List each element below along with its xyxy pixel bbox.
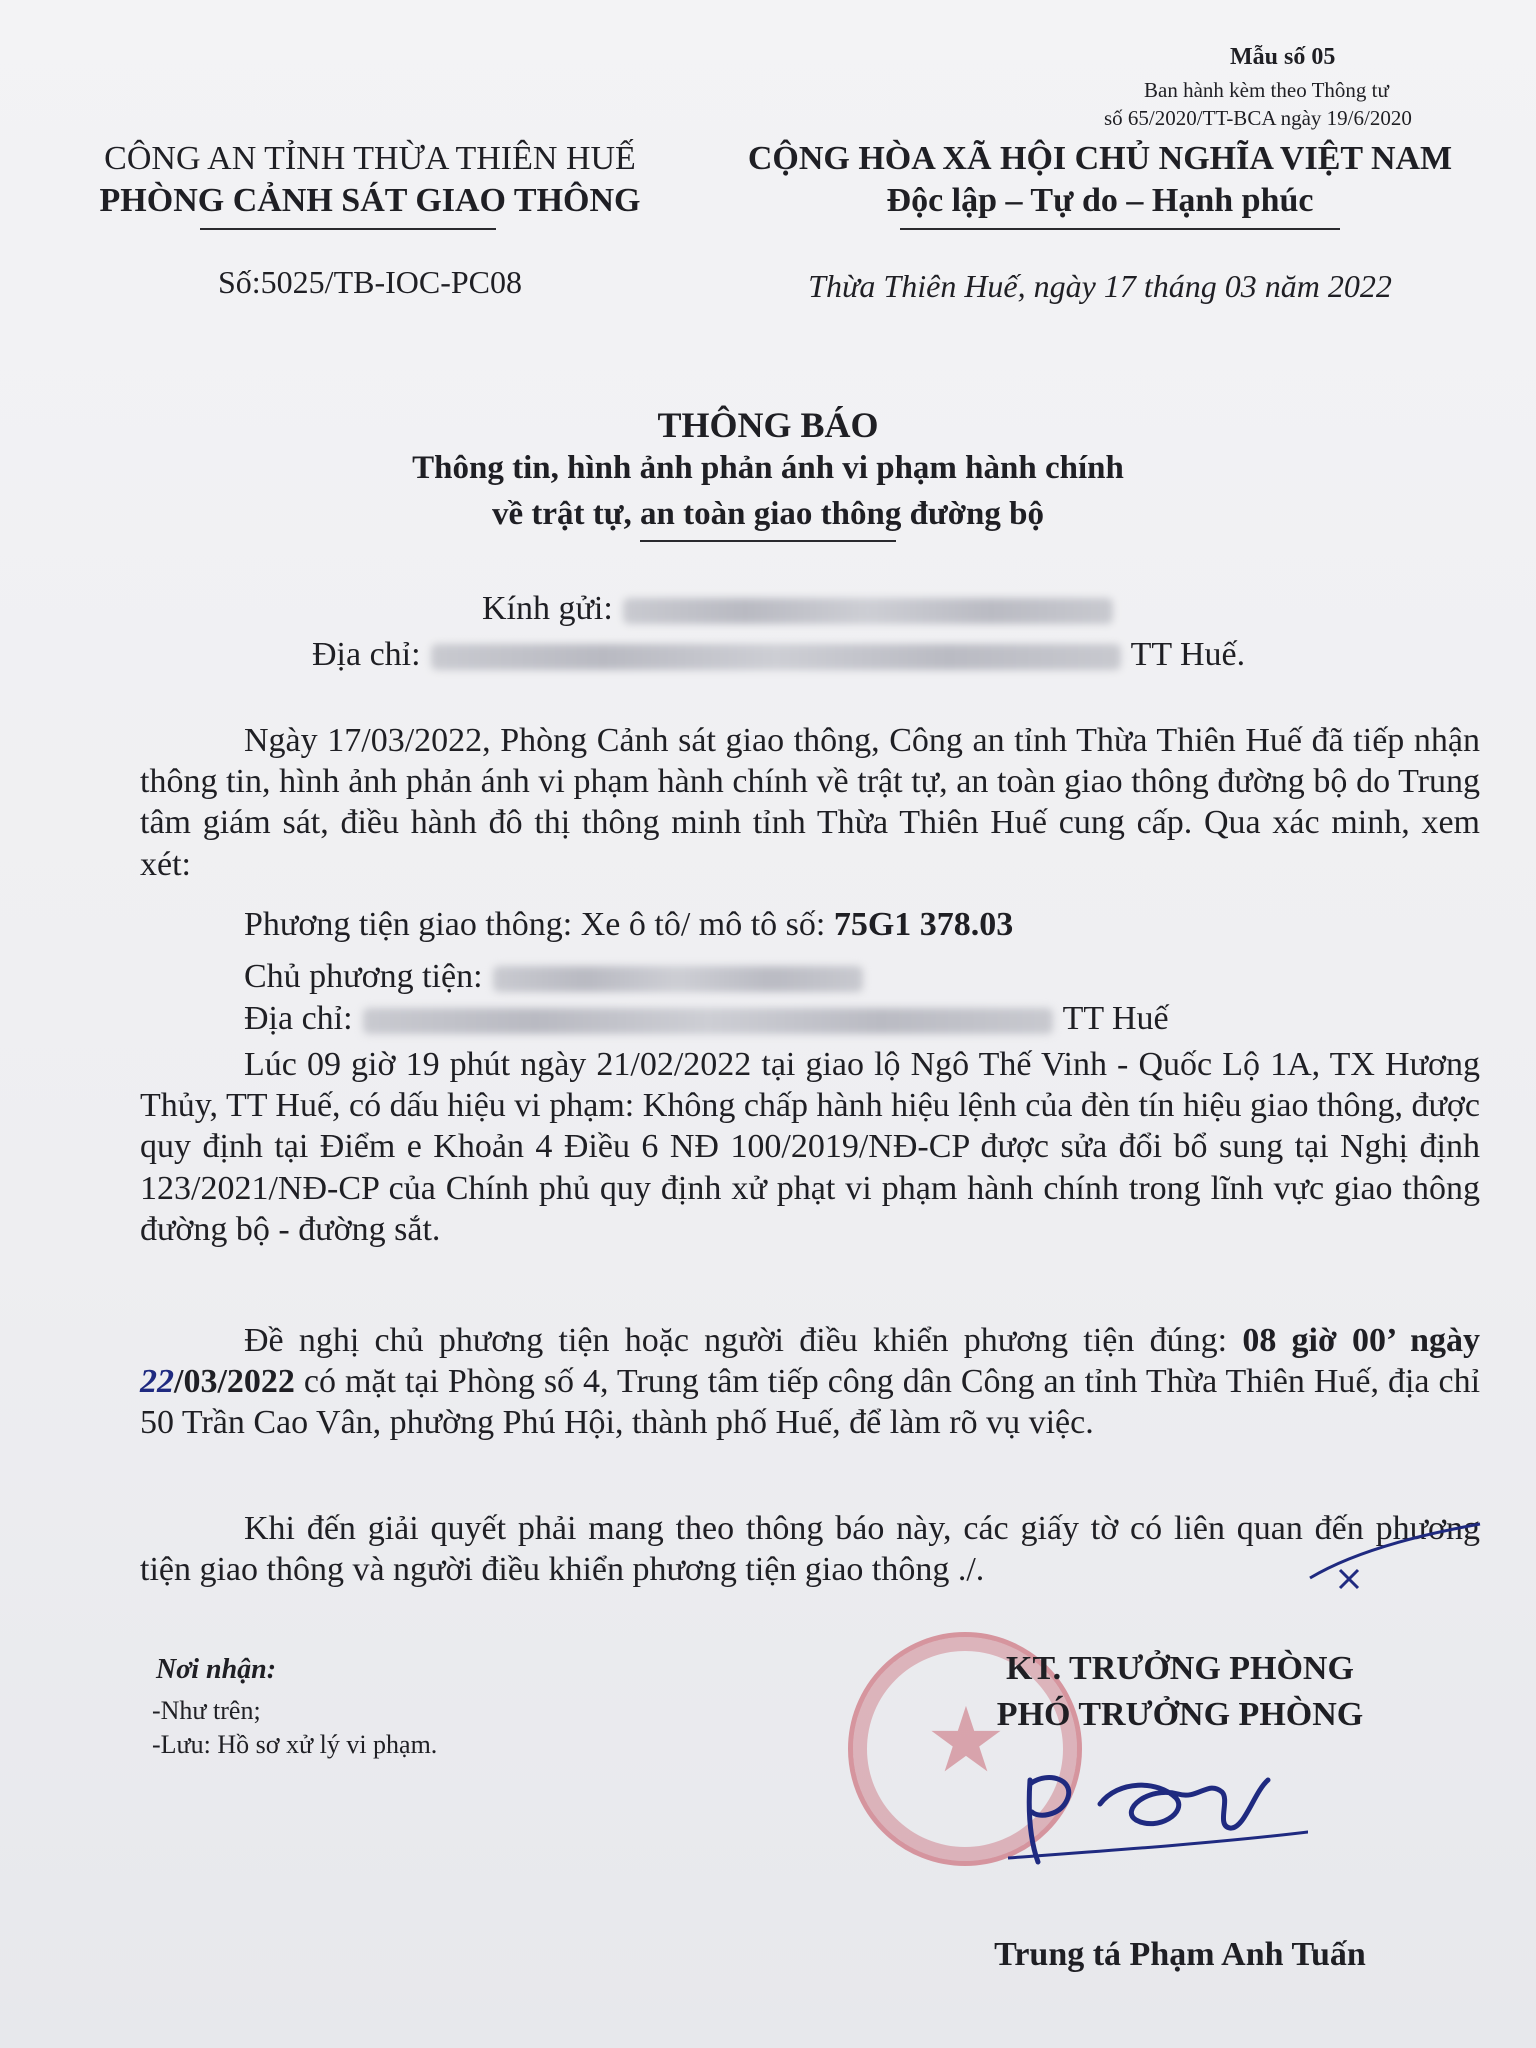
country-name: CỘNG HÒA XÃ HỘI CHỦ NGHĨA VIỆT NAM (747, 140, 1453, 177)
recipient-address-tail: TT Huế. (1130, 636, 1246, 673)
recipient-label: Kính gửi: (482, 590, 613, 627)
national-motto: Độc lập – Tự do – Hạnh phúc (886, 182, 1314, 219)
recipient-address-row (312, 636, 1245, 674)
redacted-owner-address (363, 1008, 1053, 1034)
place-date: Thừa Thiên Huế, ngày 17 tháng 03 năm 2022 (808, 268, 1392, 304)
signer-name: Trung tá Phạm Anh Tuấn (994, 1936, 1366, 1973)
notice-subtitle-1: Thông tin, hình ảnh phản ánh vi phạm hành chính (412, 450, 1124, 486)
body-paragraph-2 (140, 1044, 1480, 1250)
agency-name: CÔNG AN TỈNH THỪA THIÊN HUẾ (104, 140, 636, 177)
body-paragraph-4 (140, 1508, 1480, 1590)
recipient-item-1: -Như trên; (152, 1696, 261, 1725)
recipient-row (482, 590, 1123, 628)
handwritten-signature (1008, 1740, 1308, 1870)
department-underline (200, 228, 496, 230)
sign-title-1: KT. TRƯỞNG PHÒNG (1006, 1650, 1354, 1687)
vehicle-row (244, 906, 1013, 944)
notice-subtitle-2: về trật tự, an toàn giao thông đường bộ (491, 496, 1044, 532)
paragraph-violation: Lúc 09 giờ 19 phút ngày 21/02/2022 tại giao lộ Ngô Thế Vinh - Quốc Lộ 1A, TX Hương Thủy, TT Huế, có dấu hiệu vi phạm: Không chấp hành hiệu lệnh của đèn tín hiệu giao thông, được quy định tại Điểm e Khoản 4 Điều 6 NĐ 100/2019/NĐ-CP được sửa đổi bổ sung tại Nghị định 123/2021/NĐ-CP của Chính phủ quy định xử phạt vi phạm hành chính trong lĩnh vực giao thông đường bộ - đường sắt. (140, 1046, 1480, 1248)
sign-title-2: PHÓ TRƯỞNG PHÒNG (996, 1696, 1364, 1733)
owner-row (244, 958, 873, 996)
redacted-recipient-address (431, 644, 1121, 670)
body-paragraph-1 (140, 720, 1480, 885)
recipient-item-2: -Lưu: Hồ sơ xử lý vi phạm. (152, 1730, 438, 1759)
redacted-owner-name (493, 966, 863, 992)
paragraph-instructions: Khi đến giải quyết phải mang theo thông báo này, các giấy tờ có liên quan đến phương tiện giao thông và người điều khiển phương tiện giao thông ./. (140, 1510, 1480, 1589)
owner-address-tail: TT Huế (1062, 1000, 1169, 1037)
seal-star-icon: ★ (925, 1692, 1007, 1791)
vehicle-plate: 75G1 378.03 (833, 906, 1014, 943)
handwritten-check-mark (1300, 1520, 1490, 1590)
body-paragraph-3 (140, 1320, 1480, 1444)
subtitle-underline (640, 540, 896, 542)
department-name: PHÒNG CẢNH SÁT GIAO THÔNG (99, 182, 641, 219)
request-month-year: /03/2022 (174, 1363, 295, 1401)
form-issued-line1: Ban hành kèm theo Thông tư (1144, 78, 1389, 102)
paragraph-receipt: Ngày 17/03/2022, Phòng Cảnh sát giao thông, Công an tỉnh Thừa Thiên Huế đã tiếp nhận thông tin, hình ảnh phản ánh vi phạm hành chính về trật tự, an toàn giao thông đường bộ do Trung tâm giám sát, điều hành đô thị thông minh tỉnh Thừa Thiên Huế cung cấp. Qua xác minh, xem xét: (140, 722, 1480, 883)
paragraph-request (140, 1320, 1480, 1444)
request-start: Đề nghị chủ phương tiện hoặc người điều khiển phương tiện đúng: (244, 1322, 1228, 1359)
form-number: Mẫu số 05 (1230, 44, 1336, 70)
recipient-address-label: Địa chỉ: (312, 636, 421, 673)
form-issued-line2: số 65/2020/TT-BCA ngày 19/6/2020 (1104, 106, 1412, 130)
owner-label: Chủ phương tiện: (244, 958, 483, 995)
motto-underline (900, 228, 1340, 230)
recipients-title: Nơi nhận: (156, 1654, 277, 1685)
owner-address-label: Địa chỉ: (244, 1000, 353, 1037)
request-time: 08 giờ 00’ ngày (1242, 1322, 1480, 1359)
owner-address-row (244, 1000, 1169, 1038)
document-number: Số:5025/TB-IOC-PC08 (217, 264, 523, 300)
redacted-recipient-name (623, 598, 1113, 624)
request-rest: có mặt tại Phòng số 4, Trung tâm tiếp công dân Công an tỉnh Thừa Thiên Huế, địa chỉ 50 Trần Cao Vân, phường Phú Hội, thành phố Huế, để làm rõ vụ việc. (140, 1363, 1481, 1442)
notice-title: THÔNG BÁO (657, 405, 879, 445)
vehicle-label: Phương tiện giao thông: Xe ô tô/ mô tô số: (244, 906, 826, 943)
handwritten-day: 22 (140, 1363, 174, 1401)
